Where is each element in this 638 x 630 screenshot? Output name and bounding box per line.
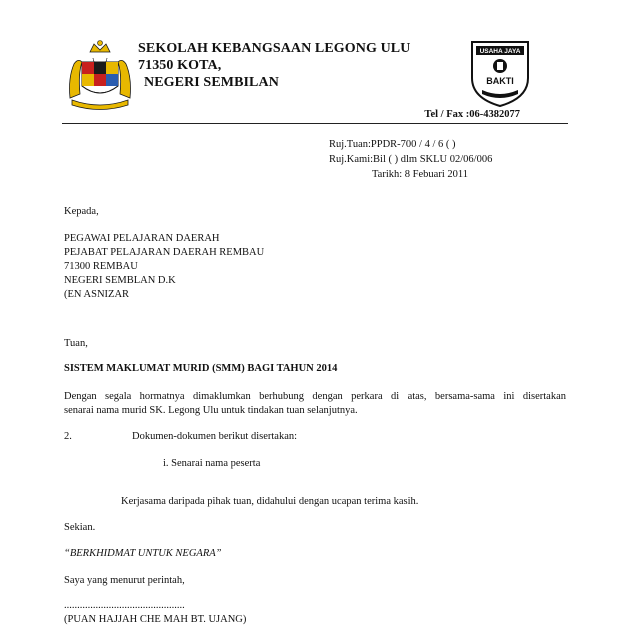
recipient-line-3: 71300 REMBAU bbox=[64, 261, 138, 272]
item-2-text: Dokumen-dokumen berikut disertakan: bbox=[132, 431, 298, 442]
paragraph-1 bbox=[64, 390, 566, 418]
item-2-number: 2. bbox=[64, 431, 72, 442]
subitem-i: i. Senarai nama peserta bbox=[163, 458, 261, 469]
salutation: Tuan, bbox=[64, 338, 88, 349]
recipient-line-2: PEJABAT PELAJARAN DAERAH REMBAU bbox=[64, 247, 265, 258]
ruj-kami: Ruj.Kami:Bil ( ) dlm SKLU 02/06/006 bbox=[329, 154, 493, 165]
paragraph-1-line-1: Dengan segala hormatnya dimaklumkan berhubung dengan perkara di atas, bersama-sama ini disertakan bbox=[64, 391, 566, 402]
school-header bbox=[138, 40, 410, 91]
signatory-name: (PUAN HAJJAH CHE MAH BT. UJANG) bbox=[64, 614, 247, 625]
paragraph-1-line-2: senarai nama murid SK. Legong Ulu untuk tindakan tuan selanjutnya. bbox=[64, 405, 358, 416]
motto: “BERKHIDMAT UNTUK NEGARA” bbox=[64, 548, 222, 559]
tel-fax: Tel / Fax :06-4382077 bbox=[424, 109, 520, 120]
recipient-line-1: PEGAWAI PELAJARAN DAERAH bbox=[64, 233, 220, 244]
header-divider bbox=[62, 123, 568, 124]
perintah: Saya yang menurut perintah, bbox=[64, 575, 185, 586]
badge-top-text: USAHA JAYA bbox=[479, 48, 521, 55]
recipient-line-4: NEGERI SEMBLAN D.K bbox=[64, 275, 176, 286]
school-state: NEGERI SEMBILAN bbox=[144, 75, 279, 90]
kepada: Kepada, bbox=[64, 206, 99, 217]
sekian: Sekian. bbox=[64, 522, 96, 533]
school-name: SEKOLAH KEBANGSAAN LEGONG ULU bbox=[138, 41, 411, 56]
school-badge-logo bbox=[468, 38, 532, 108]
signature-dots: .............................................. bbox=[64, 600, 185, 611]
reference-block bbox=[329, 137, 492, 182]
recipient-line-5: (EN ASNIZAR bbox=[64, 289, 130, 300]
school-postcode-town: 71350 KOTA, bbox=[138, 58, 222, 73]
thanks-line: Kerjasama daripada pihak tuan, didahului dengan ucapan terima kasih. bbox=[121, 496, 419, 507]
ruj-tuan: Ruj.Tuan:PPDR-700 / 4 / 6 ( ) bbox=[329, 139, 456, 150]
subject-line: SISTEM MAKLUMAT MURID (SMM) BAGI TAHUN 2014 bbox=[64, 363, 338, 374]
letter-date: Tarikh: 8 Febuari 2011 bbox=[372, 169, 468, 180]
state-crest-logo bbox=[66, 38, 134, 110]
badge-bottom-text: BAKTI bbox=[486, 76, 514, 86]
